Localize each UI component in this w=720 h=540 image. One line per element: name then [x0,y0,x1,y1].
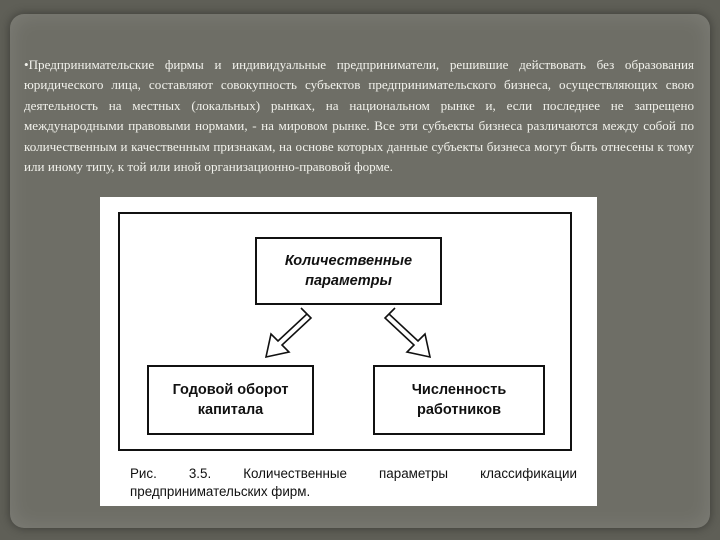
slide-paragraph: •Предпринимательские фирмы и индивидуальные предприниматели, решившие действовать без образования юридического лица, составляют совокупность субъектов предпринимательского бизнеса, осуществляющих свою деятельность на местных (локальных) рынках, на национальном рынке и, если последнее не запрещено международными правовыми нормами, - на мировом рынке. Все эти субъекты бизнеса различаются между собой по количественным и качественным признакам, на основе которых данные субъекты бизнеса могут быть отнесены к тому или иному типу, к той или иной организационно-правовой форме. [24,57,694,175]
figure-caption [130,465,577,501]
arrow-to-employees [385,308,430,357]
employee-count-box: Численность работников [373,365,545,435]
diagram-arrows [100,197,597,506]
arrow-to-turnover [266,308,311,357]
caption-word: Рис. [130,466,157,481]
caption-word: 3.5. [188,466,212,481]
caption-word: параметры [379,466,449,481]
caption-word: классификации [480,466,577,481]
diagram-figure [100,197,597,506]
caption-word: Количественные [243,466,348,481]
quantitative-parameters-box: Количественные параметры [255,237,442,305]
annual-turnover-box: Годовой оборот капитала [147,365,314,435]
caption-line-2: предпринимательских фирм. [130,484,311,499]
